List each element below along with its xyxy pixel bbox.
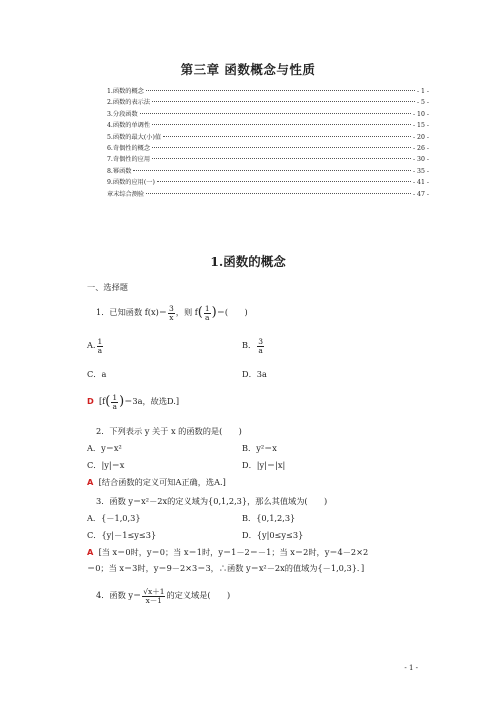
page-number: - 1 -: [404, 664, 418, 672]
toc-entry-page: - 10 -: [413, 110, 429, 118]
q2-option-d: D．|y|＝|x|: [242, 460, 286, 470]
q3-answer-line-2: ＝0；当 x＝3时，y＝9－2×3＝3，∴函数 y＝x²－2x的值域为{－1,0,3}．]: [87, 563, 365, 573]
toc-entry-page: - 41 -: [413, 179, 429, 187]
toc-entry[interactable]: [107, 120, 429, 131]
toc-entry-page: - 15 -: [413, 122, 429, 130]
q1-option-c: C．a: [87, 369, 107, 379]
toc-dot-leader: [146, 193, 411, 194]
toc-entry-page: - 1 -: [416, 88, 429, 95]
toc-entry-title: 8.幂函数: [107, 167, 132, 175]
toc-entry-page: - 47 -: [413, 190, 429, 198]
toc-entry-page: - 5 -: [416, 99, 429, 107]
toc-entry[interactable]: [107, 177, 429, 188]
question-3-stem: 3．函数 y＝x²－2x的定义域为{0,1,2,3}，那么其值域为( ): [96, 496, 328, 506]
toc-dot-leader: [152, 101, 415, 102]
fraction: $\frac{1}{a}$: [204, 304, 210, 322]
table-of-contents: [107, 86, 429, 200]
q3-option-d: D．{y|0≤y≤3}: [242, 530, 304, 540]
q3-option-c: C．{y|－1≤y≤3}: [87, 530, 157, 540]
toc-dot-leader: [157, 181, 411, 182]
q1-option-a: A. $\frac{1}{a}$: [87, 337, 103, 355]
toc-dot-leader: [163, 136, 411, 137]
toc-entry[interactable]: [107, 189, 429, 200]
toc-dot-leader: [152, 158, 411, 159]
toc-entry[interactable]: [107, 154, 429, 165]
toc-entry[interactable]: [107, 109, 429, 120]
toc-entry[interactable]: [107, 143, 429, 154]
toc-dot-leader: [152, 124, 411, 125]
toc-entry-title: 4.函数的单调性: [107, 122, 151, 130]
question-1-stem: 1．已知函数 f(x)＝ $\frac{3}{x}$ ，则 f( $\frac{1}{a}$ )＝( ): [96, 304, 248, 322]
question-4-stem: 4．函数 y＝ $\frac{√x+1}{x-1}$ 的定义域是( ): [96, 587, 231, 605]
q3-option-b: B．{0,1,2,3}: [242, 513, 296, 523]
chapter-title: 第三章 函数概念与性质: [180, 62, 316, 77]
q2-option-c: C．|y|＝x: [87, 460, 125, 470]
toc-entry-page: - 30 -: [413, 156, 429, 164]
q1-answer: D [f( $\frac{1}{a}$ )＝3a，故选D.]: [87, 393, 180, 411]
toc-entry[interactable]: [107, 97, 429, 108]
question-2-stem: 2．下列表示 y 关于 x 的函数的是( ): [96, 426, 242, 436]
toc-entry-page: - 26 -: [413, 144, 429, 152]
toc-entry-page: - 20 -: [413, 133, 429, 141]
toc-entry-title: 2.函数的表示法: [107, 99, 151, 107]
fraction: $\frac{3}{x}$: [168, 304, 174, 322]
q2-answer: A [结合函数的定义可知A正确，选A.]: [87, 477, 226, 487]
toc-entry-page: - 35 -: [413, 167, 429, 175]
section-title: 1.函数的概念: [210, 254, 286, 269]
toc-dot-leader: [133, 170, 411, 171]
toc-entry-title: 章末综合测验: [107, 190, 145, 198]
q3-answer-line-1: A [当 x＝0时，y＝0；当 x＝1时，y＝1－2＝－1；当 x＝2时，y＝4－2×2: [87, 547, 369, 557]
q1-option-d: D．3a: [242, 369, 267, 379]
toc-entry[interactable]: [107, 132, 429, 143]
toc-dot-leader: [146, 90, 415, 91]
toc-entry-title: 5.函数的最大(小)值: [107, 133, 162, 141]
toc-dot-leader: [152, 147, 411, 148]
part-heading: 一、选择题: [87, 282, 128, 292]
toc-dot-leader: [140, 113, 411, 114]
q2-option-b: B．y²＝x: [242, 443, 277, 453]
toc-entry[interactable]: [107, 86, 429, 97]
toc-entry-title: 7.奇偶性的应用: [107, 156, 151, 164]
toc-entry-title: 3.分段函数: [107, 110, 138, 118]
toc-entry[interactable]: [107, 166, 429, 177]
toc-entry-title: 1.函数的概念: [107, 88, 144, 95]
q2-option-a: A．y＝x²: [87, 443, 122, 453]
toc-entry-title: 9.函数的应用(一): [107, 179, 155, 187]
q3-option-a: A．{－1,0,3}: [87, 513, 141, 523]
toc-entry-title: 6.奇偶性的概念: [107, 144, 151, 152]
q1-option-b: B． $\frac{3}{a}$: [242, 337, 263, 355]
